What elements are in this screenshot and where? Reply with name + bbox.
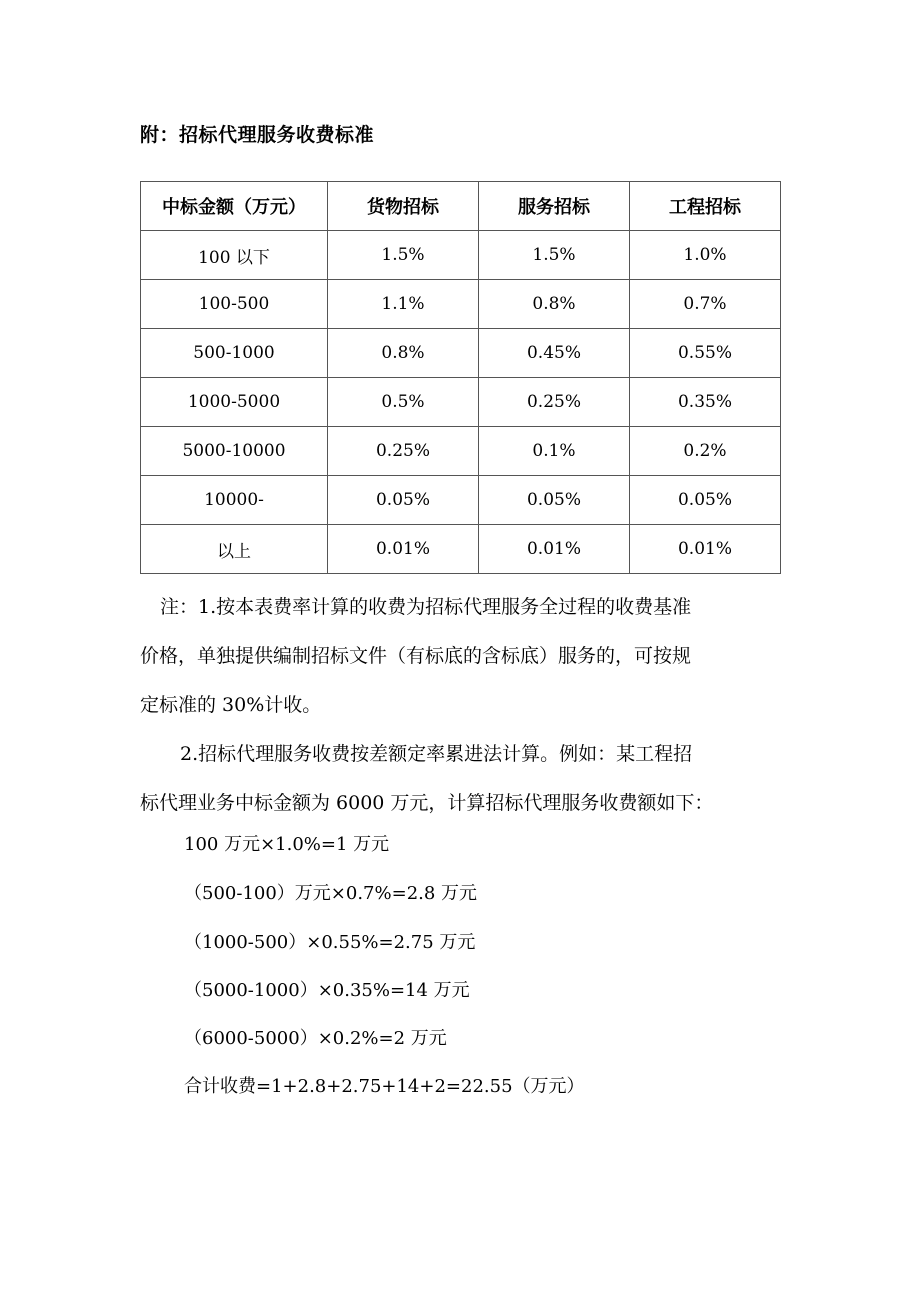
table-cell: 0.55%: [630, 329, 781, 378]
table-row: [141, 378, 781, 427]
note-2-line-1: 2.招标代理服务收费按差额定率累进法计算。例如：某工程招: [180, 743, 693, 765]
table-cell: 0.35%: [630, 378, 781, 427]
table-cell: 0.7%: [630, 280, 781, 329]
note-1-line-3: 定标准的 30%计收。: [140, 694, 322, 716]
table-cell: 0.5%: [328, 378, 479, 427]
table-cell: 1000-5000: [141, 378, 328, 427]
table-row: [141, 476, 781, 525]
table-cell: 5000-10000: [141, 427, 328, 476]
table-cell: 0.8%: [479, 280, 630, 329]
calc-total: 合计收费=1+2.8+2.75+14+2=22.55（万元）: [184, 1076, 585, 1097]
calc-step-4: （5000-1000）×0.35%=14 万元: [184, 980, 470, 1001]
header-bid-amount: 中标金额（万元）: [141, 182, 328, 231]
header-services: 服务招标: [479, 182, 630, 231]
note-2-line-2: 标代理业务中标金额为 6000 万元，计算招标代理服务收费额如下：: [140, 792, 714, 814]
table-cell: 100-500: [141, 280, 328, 329]
table-cell: 1.0%: [630, 231, 781, 280]
calc-step-3: （1000-500）×0.55%=2.75 万元: [184, 932, 476, 953]
table-cell: 0.05%: [630, 476, 781, 525]
note-1-line-1: 注：1.按本表费率计算的收费为招标代理服务全过程的收费基准: [160, 596, 692, 618]
header-engineering: 工程招标: [630, 182, 781, 231]
table-cell: 0.1%: [479, 427, 630, 476]
table-row: [141, 231, 781, 280]
table-cell: 0.2%: [630, 427, 781, 476]
header-goods: 货物招标: [328, 182, 479, 231]
table-cell: 0.25%: [479, 378, 630, 427]
calc-step-5: （6000-5000）×0.2%=2 万元: [184, 1028, 447, 1049]
table-cell: 0.25%: [328, 427, 479, 476]
table-cell: 100 以下: [141, 231, 328, 280]
table-cell: 0.05%: [479, 476, 630, 525]
table-cell: 1.5%: [328, 231, 479, 280]
page-title: 附：招标代理服务收费标准: [140, 124, 375, 146]
notes-section: [140, 583, 780, 828]
table-cell: 0.45%: [479, 329, 630, 378]
table-row: [141, 525, 781, 574]
table-cell: 1.1%: [328, 280, 479, 329]
calc-step-2: （500-100）万元×0.7%=2.8 万元: [184, 883, 478, 904]
table-cell: 500-1000: [141, 329, 328, 378]
calc-step-1: 100 万元×1.0%=1 万元: [184, 834, 390, 855]
table-cell: 0.01%: [328, 525, 479, 574]
table-cell: 0.01%: [479, 525, 630, 574]
table-cell: 0.8%: [328, 329, 479, 378]
table-row: [141, 427, 781, 476]
table-row: [141, 280, 781, 329]
table-cell: 0.01%: [630, 525, 781, 574]
note-1-line-2: 价格，单独提供编制招标文件（有标底的含标底）服务的，可按规: [140, 645, 692, 667]
fee-table: [140, 181, 781, 574]
table-row: [141, 329, 781, 378]
table-header-row: [141, 182, 781, 231]
table-cell: 10000-: [141, 476, 328, 525]
table-cell: 1.5%: [479, 231, 630, 280]
table-cell: 0.05%: [328, 476, 479, 525]
table-cell: 以上: [141, 525, 328, 574]
